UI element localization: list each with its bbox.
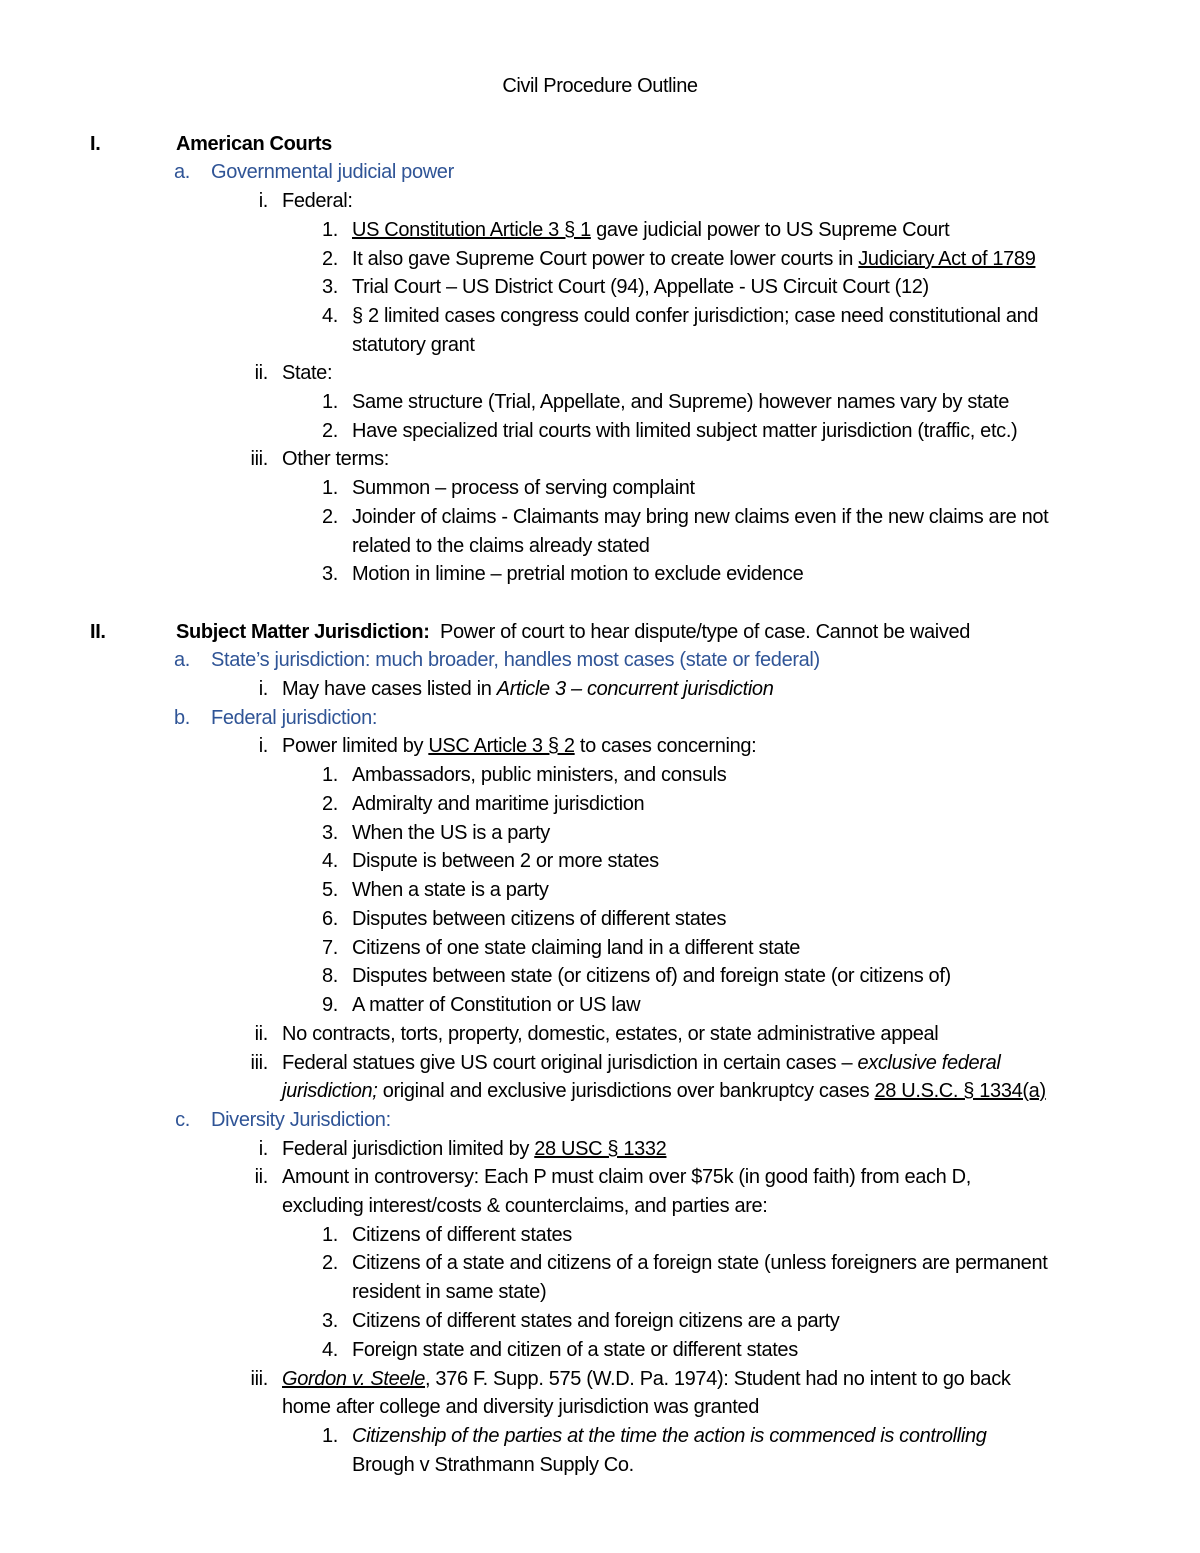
list-item-text: to cases concerning: [574, 735, 757, 757]
list-marker: iii. [250, 1368, 268, 1390]
list-item: No contracts, torts, property, domestic, estates, or state administrative appeal [282, 1023, 939, 1045]
list-marker: 2. [322, 248, 338, 270]
list-item [282, 1365, 1011, 1393]
list-item: Citizens of different states [352, 1224, 572, 1246]
case-citation-link: Gordon v. Steele [282, 1368, 426, 1390]
list-item-text: , 376 F. Supp. 575 (W.D. Pa. 1974): Student had no intent to go back [425, 1368, 1011, 1390]
list-marker: ii. [254, 362, 268, 384]
list-item: When the US is a party [352, 822, 550, 844]
list-item: Motion in limine – pretrial motion to exclude evidence [352, 563, 804, 585]
list-marker: 9. [322, 994, 338, 1016]
list-item: Citizens of a state and citizens of a foreign state (unless foreigners are permanent [352, 1252, 1048, 1274]
list-item [282, 1049, 1000, 1077]
list-item: Other terms: [282, 448, 389, 470]
section-marker: II. [90, 621, 106, 643]
list-item: § 2 limited cases congress could confer jurisdiction; case need constitutional and [352, 305, 1039, 327]
section-heading-label: Subject Matter Jurisdiction: [176, 621, 430, 643]
list-marker: i. [258, 678, 268, 700]
list-item-continuation: Brough v Strathmann Supply Co. [352, 1454, 634, 1476]
list-marker: 8. [322, 965, 338, 987]
list-marker: 2. [322, 1252, 338, 1274]
list-marker: 2. [322, 506, 338, 528]
subheading: Federal jurisdiction: [211, 707, 378, 729]
list-item-continuation: resident in same state) [352, 1281, 547, 1303]
list-marker: i. [258, 190, 268, 212]
list-marker: i. [258, 1138, 268, 1160]
list-item-continuation [282, 1077, 1046, 1105]
list-marker: 5. [322, 879, 338, 901]
citation-link: USC Article 3 § 2 [428, 735, 575, 757]
list-item-text: gave judicial power to US Supreme Court [590, 219, 950, 241]
list-item-text: original and exclusive jurisdictions over bankruptcy cases [377, 1080, 875, 1102]
list-item: Trial Court – US District Court (94), Appellate - US Circuit Court (12) [352, 276, 929, 298]
list-marker: c. [175, 1109, 190, 1131]
document-title: Civil Procedure Outline [502, 75, 698, 97]
list-item: Amount in controversy: Each P must claim over $75k (in good faith) from each D, [282, 1166, 971, 1188]
subheading: State’s jurisdiction: much broader, handles most cases (state or federal) [211, 649, 820, 671]
list-item [352, 245, 1035, 273]
list-marker: a. [174, 649, 190, 671]
list-marker: 4. [322, 850, 338, 872]
italic-term: Article 3 – concurrent jurisdiction [496, 678, 774, 700]
section-heading-text: Power of court to hear dispute/type of case. Cannot be waived [429, 621, 971, 643]
list-marker: 1. [322, 764, 338, 786]
list-marker: iii. [250, 1052, 268, 1074]
subheading: Diversity Jurisdiction: [211, 1109, 391, 1131]
list-marker: 1. [322, 1425, 338, 1447]
italic-term: exclusive federal [857, 1052, 1001, 1074]
subheading: Governmental judicial power [211, 161, 454, 183]
list-marker: 4. [322, 305, 338, 327]
list-item: Citizens of one state claiming land in a different state [352, 937, 801, 959]
list-marker: 7. [322, 937, 338, 959]
list-marker: iii. [250, 448, 268, 470]
list-item [352, 216, 949, 244]
list-item: A matter of Constitution or US law [352, 994, 641, 1016]
list-item-continuation: statutory grant [352, 334, 475, 356]
list-item: Have specialized trial courts with limited subject matter jurisdiction (traffic, etc.) [352, 420, 1018, 442]
list-item [282, 732, 756, 760]
list-item: Summon – process of serving complaint [352, 477, 695, 499]
list-item-continuation: home after college and diversity jurisdiction was granted [282, 1396, 759, 1418]
list-item-text: It also gave Supreme Court power to create lower courts in [352, 248, 859, 270]
list-item [282, 1135, 666, 1163]
list-item: Foreign state and citizen of a state or different states [352, 1339, 798, 1361]
list-marker: i. [258, 735, 268, 757]
list-item: Ambassadors, public ministers, and consuls [352, 764, 727, 786]
list-marker: 1. [322, 1224, 338, 1246]
list-marker: b. [174, 707, 190, 729]
list-marker: 1. [322, 219, 338, 241]
list-item: Disputes between state (or citizens of) and foreign state (or citizens of) [352, 965, 951, 987]
citation-link: 28 U.S.C. § 1334(a) [874, 1080, 1046, 1102]
list-item: Admiralty and maritime jurisdiction [352, 793, 645, 815]
citation-link: Judiciary Act of 1789 [858, 248, 1036, 270]
list-marker: 2. [322, 420, 338, 442]
list-item: Dispute is between 2 or more states [352, 850, 659, 872]
list-item-continuation: related to the claims already stated [352, 535, 650, 557]
list-item: Same structure (Trial, Appellate, and Supreme) however names vary by state [352, 391, 1010, 413]
list-item: When a state is a party [352, 879, 549, 901]
list-item: State: [282, 362, 333, 384]
list-marker: 6. [322, 908, 338, 930]
list-marker: 1. [322, 391, 338, 413]
citation-link: US Constitution Article 3 § 1 [352, 219, 591, 241]
italic-term: jurisdiction; [282, 1080, 378, 1102]
section-marker: I. [90, 133, 101, 155]
list-marker: 3. [322, 563, 338, 585]
section-heading: American Courts [176, 133, 332, 155]
list-item: Federal: [282, 190, 353, 212]
list-marker: a. [174, 161, 190, 183]
list-marker: 4. [322, 1339, 338, 1361]
list-item-text: Federal jurisdiction limited by [282, 1138, 535, 1160]
section-heading [176, 618, 970, 646]
list-marker: 3. [322, 276, 338, 298]
list-item-text: Federal statues give US court original jurisdiction in certain cases – [282, 1052, 858, 1074]
list-marker: 1. [322, 477, 338, 499]
list-marker: ii. [254, 1166, 268, 1188]
list-marker: 2. [322, 793, 338, 815]
list-marker: 3. [322, 822, 338, 844]
list-item: Citizens of different states and foreign citizens are a party [352, 1310, 840, 1332]
list-item: Disputes between citizens of different states [352, 908, 727, 930]
list-marker: ii. [254, 1023, 268, 1045]
list-item-text: Power limited by [282, 735, 429, 757]
list-marker: 3. [322, 1310, 338, 1332]
list-item: Joinder of claims - Claimants may bring new claims even if the new claims are not [352, 506, 1049, 528]
list-item-text: May have cases listed in [282, 678, 497, 700]
citation-link: 28 USC § 1332 [534, 1138, 667, 1160]
list-item [282, 675, 773, 703]
list-item: Citizenship of the parties at the time the action is commenced is controlling [352, 1425, 987, 1447]
list-item-continuation: excluding interest/costs & counterclaims, and parties are: [282, 1195, 768, 1217]
